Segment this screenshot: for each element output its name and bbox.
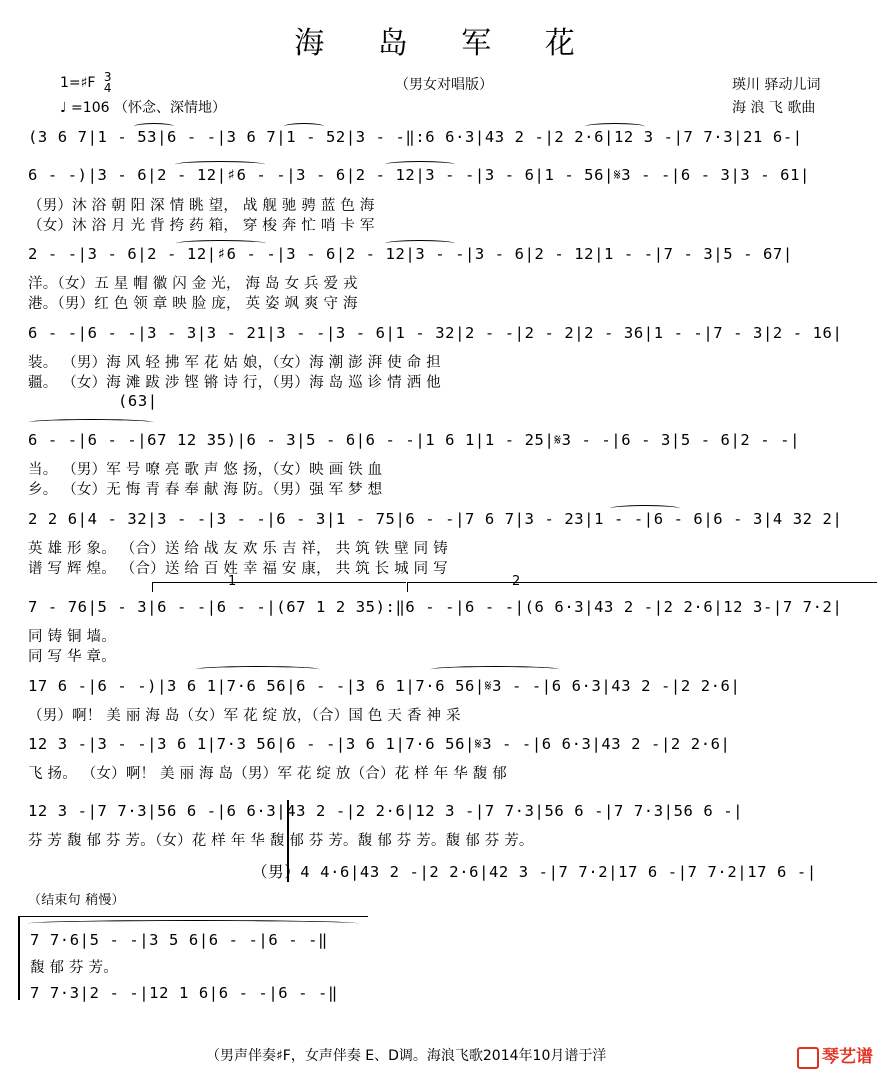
final-brace xyxy=(18,916,20,1000)
lyric-line-11: 馥 郁 芬 芳。 xyxy=(30,960,118,976)
score-line-1: (3 6 7|1 - 53|6 - -|3 6 7|1 - 52|3 - -‖:6 6·3|43 2 -|2 2·6|12 3 -|7 7·3|21 6-| xyxy=(28,128,803,146)
score-line-11a: 7 7·6|5 - -|3 5 6|6 - -|6 - -‖ xyxy=(30,931,328,949)
slur-mark xyxy=(195,666,320,673)
slur-mark xyxy=(610,505,680,512)
volta-2-label: 2 xyxy=(512,574,521,589)
alt-notes: (63| xyxy=(118,392,158,410)
time-denominator: 4 xyxy=(103,81,112,95)
lyric-line-2a: （男）沐 浴 朝 阳 深 情 眺 望， 战 舰 驰 骋 蓝 色 海 xyxy=(28,198,375,214)
slur-mark xyxy=(176,240,266,247)
score-line-7: 7 - 76|5 - 3|6 - -|6 - -|(67 1 2 35):‖6 - -|6 - -|(6 6·3|43 2 -|2 2·6|12 3-|7 7·2| xyxy=(28,598,843,616)
lyric-line-2b: （女）沐 浴 月 光 背 挎 药 箱， 穿 梭 奔 忙 哨 卡 军 xyxy=(28,218,375,234)
logo-text: 琴艺谱 xyxy=(822,1047,873,1067)
lyricist-credit: 瑛川 驿动儿词 xyxy=(732,77,821,93)
slur-mark xyxy=(28,920,358,927)
tempo-marking: ♩ =106 （怀念、深情地） xyxy=(60,100,226,116)
song-title: 海 岛 军 花 xyxy=(294,26,597,61)
lyric-line-4a: 装。 （男）海 风 轻 拂 军 花 姑 娘，（女）海 潮 澎 湃 使 命 担 xyxy=(28,355,441,371)
footer-note: （男声伴奏♯F，女声伴奏 E、D调。海浪飞歌2014年10月谱于洋 xyxy=(206,1048,607,1064)
score-line-8: 17 6 -|6 - -)|3 6 1|7·6 56|6 - -|3 6 1|7·6 56|𝄋3 - -|6 6·3|43 2 -|2 2·6| xyxy=(28,677,741,695)
score-line-11b: 7 7·3|2 - -|12 1 6|6 - -|6 - -‖ xyxy=(30,984,338,1002)
key-label: 1= xyxy=(60,75,81,91)
slur-mark xyxy=(585,123,645,130)
score-line-10-male: （男）4 4·6|43 2 -|2 2·6|42 3 -|7 7·2|17 6 -|7 7·2|17 6 -| xyxy=(252,863,817,881)
lyric-line-6a: 英 雄 形 象。 （合）送 给 战 友 欢 乐 吉 祥， 共 筑 铁 壁 同 铸 xyxy=(28,541,448,557)
slur-mark xyxy=(175,161,265,168)
lyric-line-7b: 同 写 华 章。 xyxy=(28,649,116,665)
score-line-3: 2 - -|3 - 6|2 - 12|♯6 - -|3 - 6|2 - 12|3 - -|3 - 6|2 - 12|1 - -|7 - 3|5 - 67| xyxy=(28,245,793,263)
slur-mark xyxy=(385,240,455,247)
score-line-6: 2 2 6|4 - 32|3 - -|3 - -|6 - 3|1 - 75|6 - -|7 6 7|3 - 23|1 - -|6 - 6|6 - 3|4 32 2| xyxy=(28,510,843,528)
volta-2-hook xyxy=(407,582,408,592)
lyric-line-5a: 当。 （男）军 号 嘹 亮 歌 声 悠 扬，（女）映 画 铁 血 xyxy=(28,462,383,478)
slur-mark xyxy=(385,161,455,168)
slur-mark xyxy=(134,123,174,130)
volta-2-bracket xyxy=(407,582,877,583)
logo-mark-icon xyxy=(797,1047,819,1069)
score-line-2: 6 - -)|3 - 6|2 - 12|♯6 - -|3 - 6|2 - 12|3 - -|3 - 6|1 - 56|𝄋3 - -|6 - 3|3 - 61| xyxy=(28,166,810,184)
composer-credit: 海 浪 飞 歌曲 xyxy=(732,100,816,116)
lyric-line-9: 飞 扬。 （女）啊！ 美 丽 海 岛（男）军 花 绽 放（合）花 样 年 华 馥 郁 xyxy=(28,766,507,782)
score-line-9: 12 3 -|3 - -|3 6 1|7·3 56|6 - -|3 6 1|7·6 56|𝄋3 - -|6 6·3|43 2 -|2 2·6| xyxy=(28,735,731,753)
time-numerator: 3 xyxy=(103,70,112,84)
slur-mark xyxy=(430,666,560,673)
version-label: （男女对唱版） xyxy=(395,77,493,93)
lyric-line-4b: 疆。 （女）海 滩 跋 涉 铿 锵 诗 行，（男）海 岛 巡 诊 情 洒 他 xyxy=(28,375,441,391)
lyric-line-5b: 乡。 （女）无 悔 青 春 奉 献 海 防。（男）强 军 梦 想 xyxy=(28,482,383,498)
key-value: ♯F xyxy=(80,75,96,91)
lyric-line-8: （男）啊！ 美 丽 海 岛（女）军 花 绽 放，（合）国 色 天 香 神 采 xyxy=(28,708,461,724)
lyric-line-3b: 港。（男）红 色 领 章 映 脸 庞， 英 姿 飒 爽 守 海 xyxy=(28,296,358,312)
lyric-line-10: 芬 芳 馥 郁 芬 芳。（女）花 样 年 华 馥 郁 芬 芳。馥 郁 芬 芳。馥 郁 芬 芳。 xyxy=(28,833,534,849)
score-line-10: 12 3 -|7 7·3|56 6 -|6 6·3|43 2 -|2 2·6|12 3 -|7 7·3|56 6 -|7 7·3|56 6 -| xyxy=(28,802,744,820)
time-signature xyxy=(104,72,112,94)
key-signature xyxy=(60,72,112,94)
final-bracket-top xyxy=(18,916,368,917)
lyric-line-3a: 洋。（女）五 星 帽 徽 闪 金 光， 海 岛 女 兵 爱 戎 xyxy=(28,276,358,292)
volta-1-hook xyxy=(152,582,153,592)
slur-mark xyxy=(284,123,324,130)
site-logo xyxy=(797,1042,873,1069)
lyric-line-6b: 谱 写 辉 煌。 （合）送 给 百 姓 幸 福 安 康， 共 筑 长 城 同 写 xyxy=(28,561,448,577)
coda-label: （结束句 稍慢） xyxy=(28,893,125,908)
volta-1-label: 1 xyxy=(228,574,237,589)
score-line-4: 6 - -|6 - -|3 - 3|3 - 21|3 - -|3 - 6|1 - 32|2 - -|2 - 2|2 - 36|1 - -|7 - 3|2 - 16| xyxy=(28,324,843,342)
volta-1-bracket xyxy=(152,582,406,583)
score-line-5: 6 - -|6 - -|67 12 35)|6 - 3|5 - 6|6 - -|1 6 1|1 - 25|𝄋3 - -|6 - 3|5 - 6|2 - -| xyxy=(28,431,801,449)
lyric-line-7a: 同 铸 铜 墙。 xyxy=(28,629,116,645)
slur-mark xyxy=(28,419,154,426)
